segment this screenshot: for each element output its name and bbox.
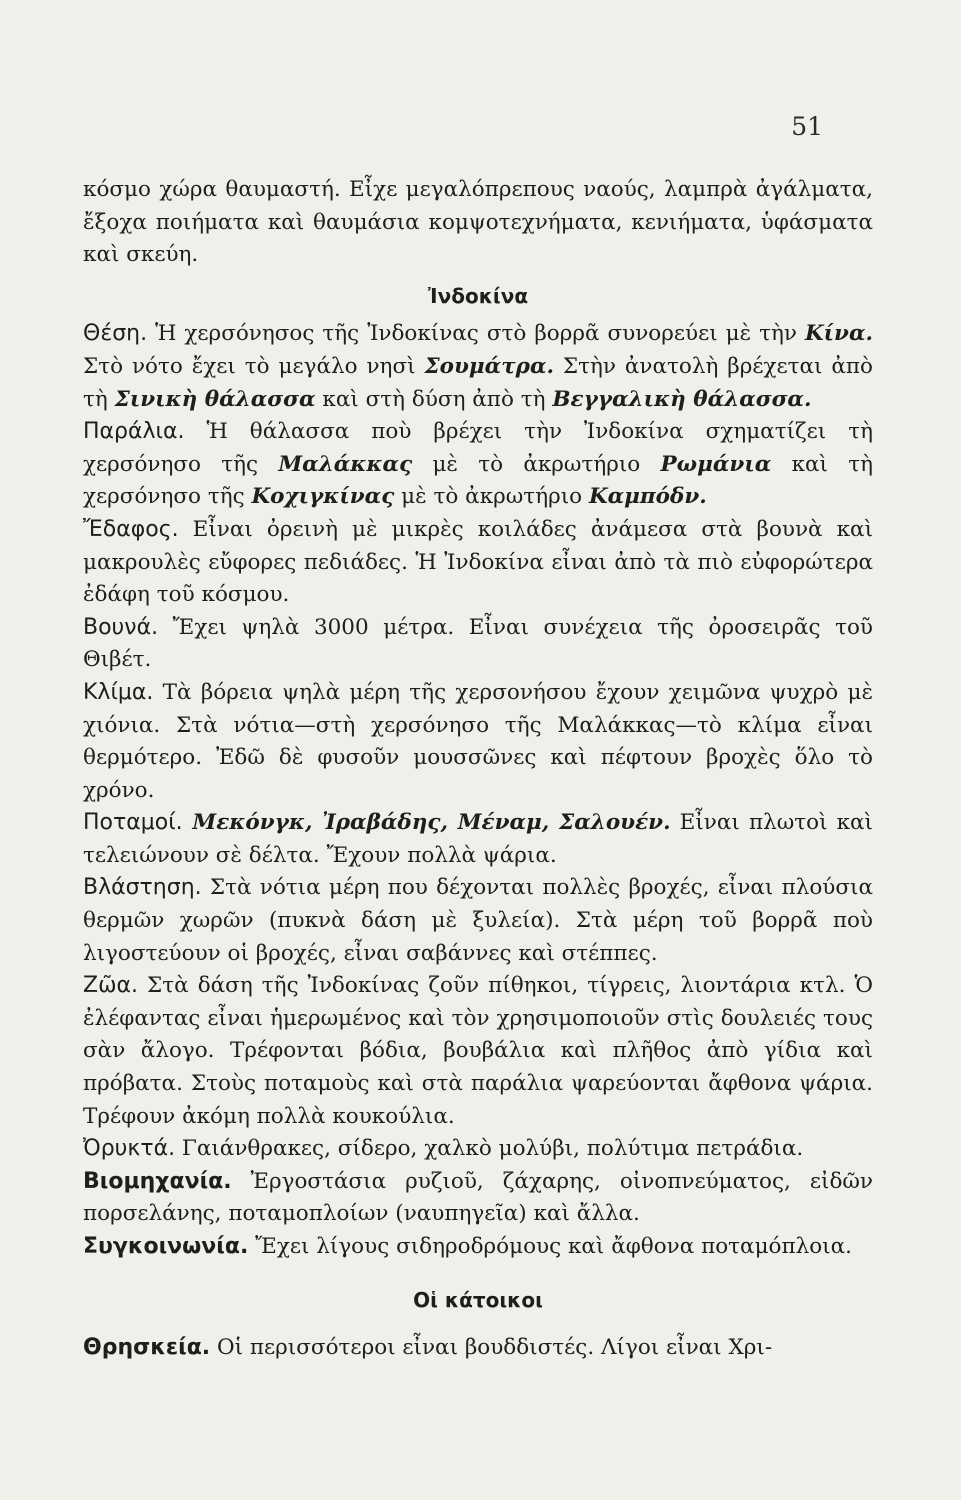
text-span: Οἱ περισσότεροι εἶναι βουδδιστές. Λίγοι εἶναι Χρι- <box>210 1335 773 1361</box>
paragraph-paralia <box>83 416 873 514</box>
text-span: Ἡ χερσόνησος τῆς Ἰνδοκίνας στὸ βορρᾶ συνορεύει μὲ τὴν <box>147 321 805 347</box>
text-span: Εἶναι ὀρεινὴ μὲ μικρὲς κοιλάδες ἀνάμεσα στὰ βουνὰ καὶ μακρουλὲς εὔφορες πεδιάδες. Ἡ Ἰνδοκίνα εἶναι ἀπὸ τὰ πιὸ εὐφορώτερα ἐδάφη τοῦ κόσμου. <box>83 516 873 608</box>
paragraph-vlastisi <box>83 872 873 970</box>
term-klima: Κλίμα. <box>83 679 154 705</box>
text-span: Στὸ νότο ἔχει τὸ μεγάλο νησὶ <box>83 353 425 379</box>
text-span: Ἐργοστάσια ρυζιοῦ, ζάχαρης, οἰνοπνεύματος, εἰδῶν πορσελάνης, ποταμοπλοίων (ναυπηγεῖα) καὶ ἄλλα. <box>83 1168 873 1227</box>
place-name: Ρωμάνια <box>660 451 772 477</box>
text-span: καὶ στὴ δύση ἀπὸ τὴ <box>315 386 553 412</box>
paragraph-klima <box>83 677 873 807</box>
term-zoa: Ζῶα. <box>83 973 138 999</box>
section-heading-indochina: Ἰνδοκίνα <box>427 283 529 308</box>
term-paralia: Παράλια. <box>83 419 185 445</box>
river-names: Μεκόνγκ, Ἰραβάδης, Μέναμ, Σαλουέν. <box>182 810 671 836</box>
text-span: Στὰ νότια μέρη που δέχονται πολλὲς βροχές, εἶναι πλούσια θερμῶν χωρῶν (πυκνὰ δάση μὲ ξυλεία). Στὰ μέρη τοῦ βορρᾶ ποὺ λιγοστεύουν οἱ βροχές, εἶναι σαβάννες καὶ στέππες. <box>83 875 873 966</box>
paragraph-orykta <box>83 1133 873 1166</box>
paragraph-vouna <box>83 612 873 677</box>
page-number: 51 <box>791 112 823 141</box>
paragraph-thesi <box>83 318 873 416</box>
place-name: Κοχιγκίνας <box>251 484 395 510</box>
text-span: Ἔχει λίγους σιδηροδρόμους καὶ ἄφθονα ποταμόπλοια. <box>248 1234 852 1259</box>
place-name: Σουμάτρα. <box>424 353 555 379</box>
text-span: μὲ τὸ ἀκρωτήριο <box>412 451 661 477</box>
paragraph-sygkoinonia <box>83 1231 873 1264</box>
term-viomichania: Βιομηχανία. <box>83 1168 232 1194</box>
term-vouna: Βουνά. <box>83 614 159 640</box>
term-thriskeia: Θρησκεία. <box>83 1335 211 1361</box>
paragraph-edafos <box>83 514 873 612</box>
text-span: Εἶναι πλωτοὶ καὶ τελειώνουν σὲ δέλτα. Ἔχουν πολλὰ ψάρια. <box>83 810 873 868</box>
page-body <box>83 174 873 1365</box>
term-orykta: Ὀρυκτά. <box>83 1136 176 1162</box>
term-sygkoinonia: Συγκοινωνία. <box>83 1234 249 1259</box>
place-name: Βεγγαλικὴ θάλασσα. <box>552 386 812 412</box>
text-span: Τὰ βόρεια ψηλὰ μέρη τῆς χερσονήσου ἔχουν χειμῶνα ψυχρὸ μὲ χιόνια. Στὰ νότια—στὴ χερσόνησο τῆς Μαλάκκας—τὸ κλίμα εἶναι θερμότερο. Ἐδῶ δὲ φυσοῦν μουσσῶνες καὶ πέφτουν βροχὲς ὅλο τὸ χρόνο. <box>83 679 873 803</box>
text-span: Ἡ θάλασσα ποὺ βρέχει τὴν Ἰνδοκίνα σχηματίζει τὴ χερσόνησο τῆς <box>83 419 873 477</box>
term-potamoi: Ποταμοί. <box>83 810 183 836</box>
paragraph-viomichania <box>83 1166 873 1231</box>
paragraph-potamoi <box>83 807 873 872</box>
place-name: Καμπόδν. <box>588 484 707 510</box>
place-name: Σινικὴ θάλασσα <box>114 386 316 412</box>
text-span: Ἔχει ψηλὰ 3000 μέτρα. Εἶναι συνέχεια τῆς ὀροσειρᾶς τοῦ Θιβέτ. <box>83 614 873 673</box>
place-name: Μαλάκκας <box>278 451 413 477</box>
text-span: Στὰ δάση τῆς Ἰνδοκίνας ζοῦν πίθηκοι, τίγρεις, λιοντάρια κτλ. Ὁ ἐλέφαντας εἶναι ἡμερωμένος καὶ τὸν χρησιμοποιοῦν στὶς δουλειές τους σὰν ἄλογο. Τρέφονται βόδια, βουβάλια καὶ πλῆθος ἀπὸ γίδια καὶ πρόβατα. Στοὺς ποταμοὺς καὶ στὰ παράλια ψαρεύονται ἄφθονα ψάρια. Τρέφουν ἀκόμη πολλὰ κουκούλια. <box>83 973 873 1129</box>
text-span: μὲ τὸ ἀκρωτήριο <box>394 484 589 510</box>
text-span: Στὴν ἀνατολὴ βρέχεται ἀπὸ τὴ <box>83 353 873 412</box>
term-vlastisi: Βλάστηση. <box>83 875 202 901</box>
intro-paragraph: κόσμο χώρα θαυμαστή. Εἶχε μεγαλόπρεπους ναούς, λαμπρὰ ἀγάλματα, ἔξοχα ποιήματα καὶ θαυμάσια κομψοτεχνήματα, κενιήματα, ὑφάσματα καὶ σκεύη. <box>83 177 873 268</box>
paragraph-thriskeia <box>83 1332 873 1365</box>
term-thesi: Θέση. <box>83 321 148 347</box>
paragraph-zoa <box>83 970 873 1133</box>
text-span: Γαιάνθρακες, σίδερο, χαλκὸ μολύβι, πολύτιμα πετράδια. <box>175 1136 804 1162</box>
term-edafos: Ἔδαφος. <box>83 516 179 542</box>
place-name: Κίνα. <box>804 321 873 347</box>
text-span: καὶ τὴ χερσόνησο τῆς <box>83 451 873 510</box>
section-heading-inhabitants: Οἱ κάτοικοι <box>413 1287 543 1312</box>
